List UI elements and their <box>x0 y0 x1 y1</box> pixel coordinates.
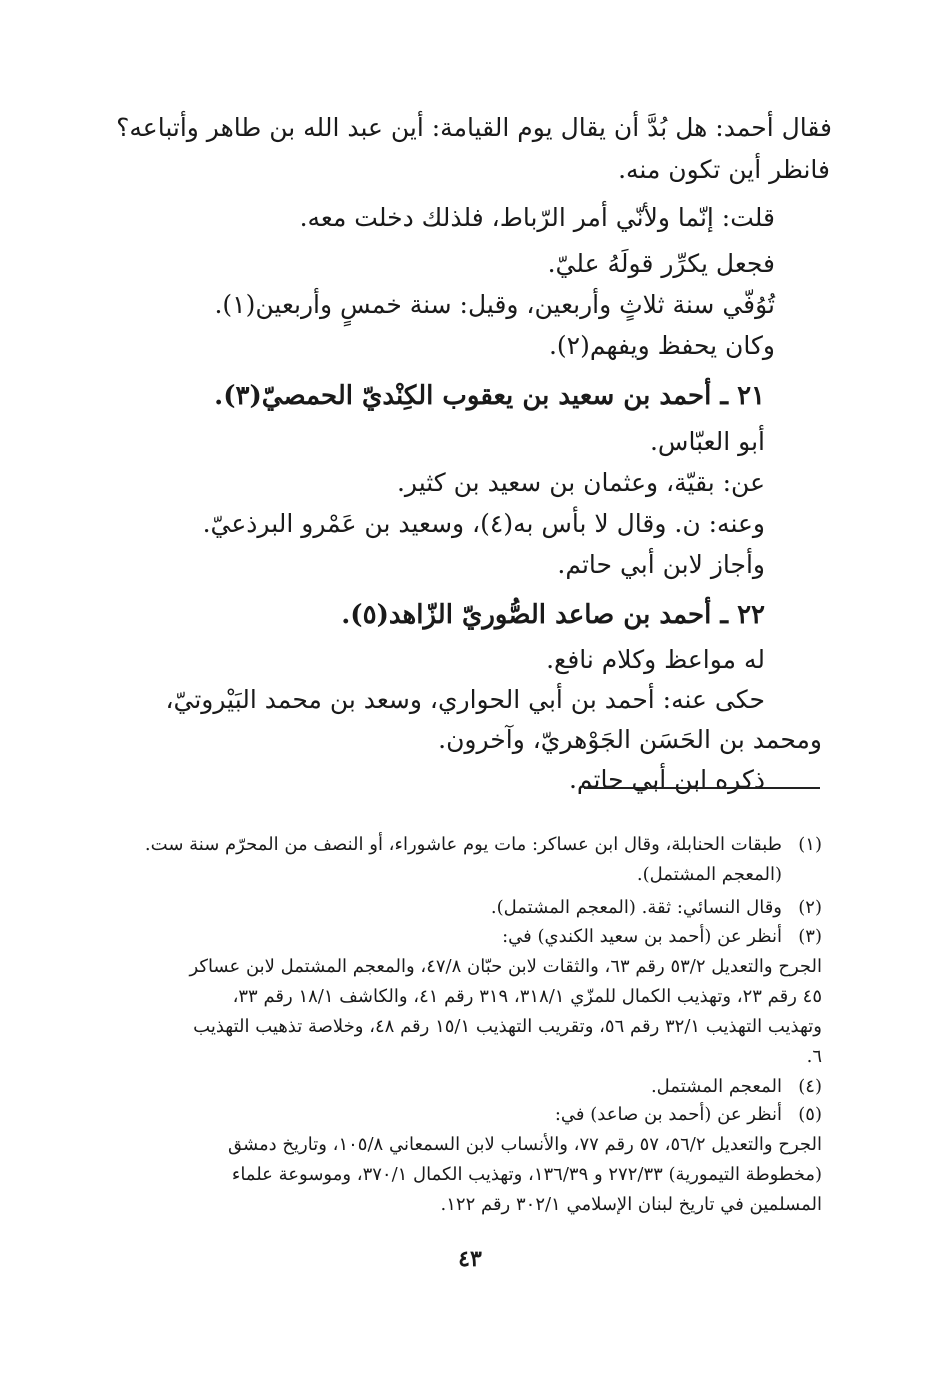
main-line-8: أبو العبّاس. <box>649 427 765 456</box>
footnote-line <box>651 1072 822 1102</box>
main-line-6: وكان يحفظ ويفهم(٢). <box>548 331 775 360</box>
footnote-line <box>145 830 822 860</box>
footnote-text: الجرح والتعديل ٥٦/٢، ٥٧ رقم ٧٧، والأنساب لابن السمعاني ١٠٥/٨، وتاريخ دمشق <box>227 1134 822 1155</box>
footnote-text: ٦. <box>806 1046 822 1067</box>
footnote-text: وتهذيب التهذيب ٣٢/١ رقم ٥٦، وتقريب التهذيب ١٥/١ رقم ٤٨، وخلاصة تذهيب التهذيب <box>193 1016 822 1037</box>
main-line-10: وعنه: ن. وقال لا بأس به(٤)، وسعيد بن عَمْرو البرذعيّ. <box>202 509 765 538</box>
footnote-line <box>555 1100 822 1130</box>
main-line-15: ومحمد بن الحَسَن الجَوْهريّ، وآخرون. <box>438 725 822 754</box>
footnote-number: (٣) <box>798 926 822 947</box>
main-line-14: حكى عنه: أحمد بن أبي الحواري، وسعد بن محمد البَيْروتيّ، <box>165 685 765 714</box>
main-line-11: وأجاز لابن أبي حاتم. <box>557 550 765 579</box>
footnote-text: المسلمين في تاريخ لبنان الإسلامي ٣٠٢/١ رقم ١٢٢. <box>440 1194 822 1215</box>
footnote-number: (٥) <box>798 1104 822 1125</box>
main-line-5: تُوُفّي سنة ثلاثٍ وأربعين، وقيل: سنة خمسٍ وأربعين(١). <box>214 290 775 319</box>
footnote-text: (المعجم المشتمل). <box>636 864 782 885</box>
footnote-text: وقال النسائي: ثقة. (المعجم المشتمل). <box>490 897 782 918</box>
footnote-divider <box>584 787 820 789</box>
footnote-text: المعجم المشتمل. <box>650 1076 782 1097</box>
footnote-text: طبقات الحنابلة، وقال ابن عساكر: مات يوم عاشوراء، أو النصف من المحرّم سنة ست. <box>144 834 782 855</box>
footnote-text: أنظر عن (أحمد بن صاعد) في: <box>554 1104 782 1125</box>
page-number: ٤٣ <box>458 1246 482 1272</box>
main-line-13: له مواعظ وكلام نافع. <box>546 645 765 674</box>
main-line-9: عن: بقيّة، وعثمان بن سعيد بن كثير. <box>396 468 765 497</box>
footnote-line <box>502 922 822 952</box>
footnote-number: (٤) <box>798 1076 822 1097</box>
main-line-4: فجعل يكرِّر قولَهُ عليّ. <box>547 249 775 278</box>
footnote-line <box>441 1190 823 1220</box>
entry-heading-21: ٢١ ـ أحمد بن سعيد بن يعقوب الكِنْديّ الحمصيّ(٣). <box>214 381 765 411</box>
footnote-text: ٤٥ رقم ٢٣، وتهذيب الكمال للمزّي ٣١٨/١، ٣١٩ رقم ٤١، والكاشف ١٨/١ رقم ٣٣، <box>232 986 822 1007</box>
footnote-number: (٢) <box>798 897 822 918</box>
main-line-2: فانظر أين تكون منه. <box>618 155 830 184</box>
footnote-number: (١) <box>798 834 822 855</box>
footnote-text: (مخطوطة التيمورية) ٢٧٢/٣٣ و ١٣٦/٣٩، وتهذيب الكمال ٣٧٠/١، وموسوعة علماء <box>231 1164 822 1185</box>
footnote-line <box>193 1012 822 1042</box>
footnote-text: الجرح والتعديل ٥٣/٢ رقم ٦٣، والثقات لابن حبّان ٤٧/٨، والمعجم المشتمل لابن عساكر <box>189 956 822 977</box>
footnote-line <box>228 1130 822 1160</box>
footnote-line <box>491 893 822 923</box>
main-line-1: فقال أحمد: هل بُدَّ أن يقال يوم القيامة: أين عبد الله بن طاهر وأتباعه؟ <box>116 113 832 142</box>
footnote-text: أنظر عن (أحمد بن سعيد الكندي) في: <box>502 926 782 947</box>
footnote-line <box>233 982 822 1012</box>
footnote-line <box>232 1160 822 1190</box>
main-line-3: قلت: إنّما ولأنّي أمر الرّباط، فلذلك دخلت معه. <box>299 203 775 232</box>
footnote-line <box>807 1042 822 1072</box>
footnote-line <box>637 860 782 890</box>
footnote-line <box>189 952 822 982</box>
main-line-16: ذكره ابن أبي حاتم. <box>568 765 765 794</box>
entry-heading-22: ٢٢ ـ أحمد بن صاعد الصُّوريّ الزّاهد(٥). <box>341 600 765 630</box>
